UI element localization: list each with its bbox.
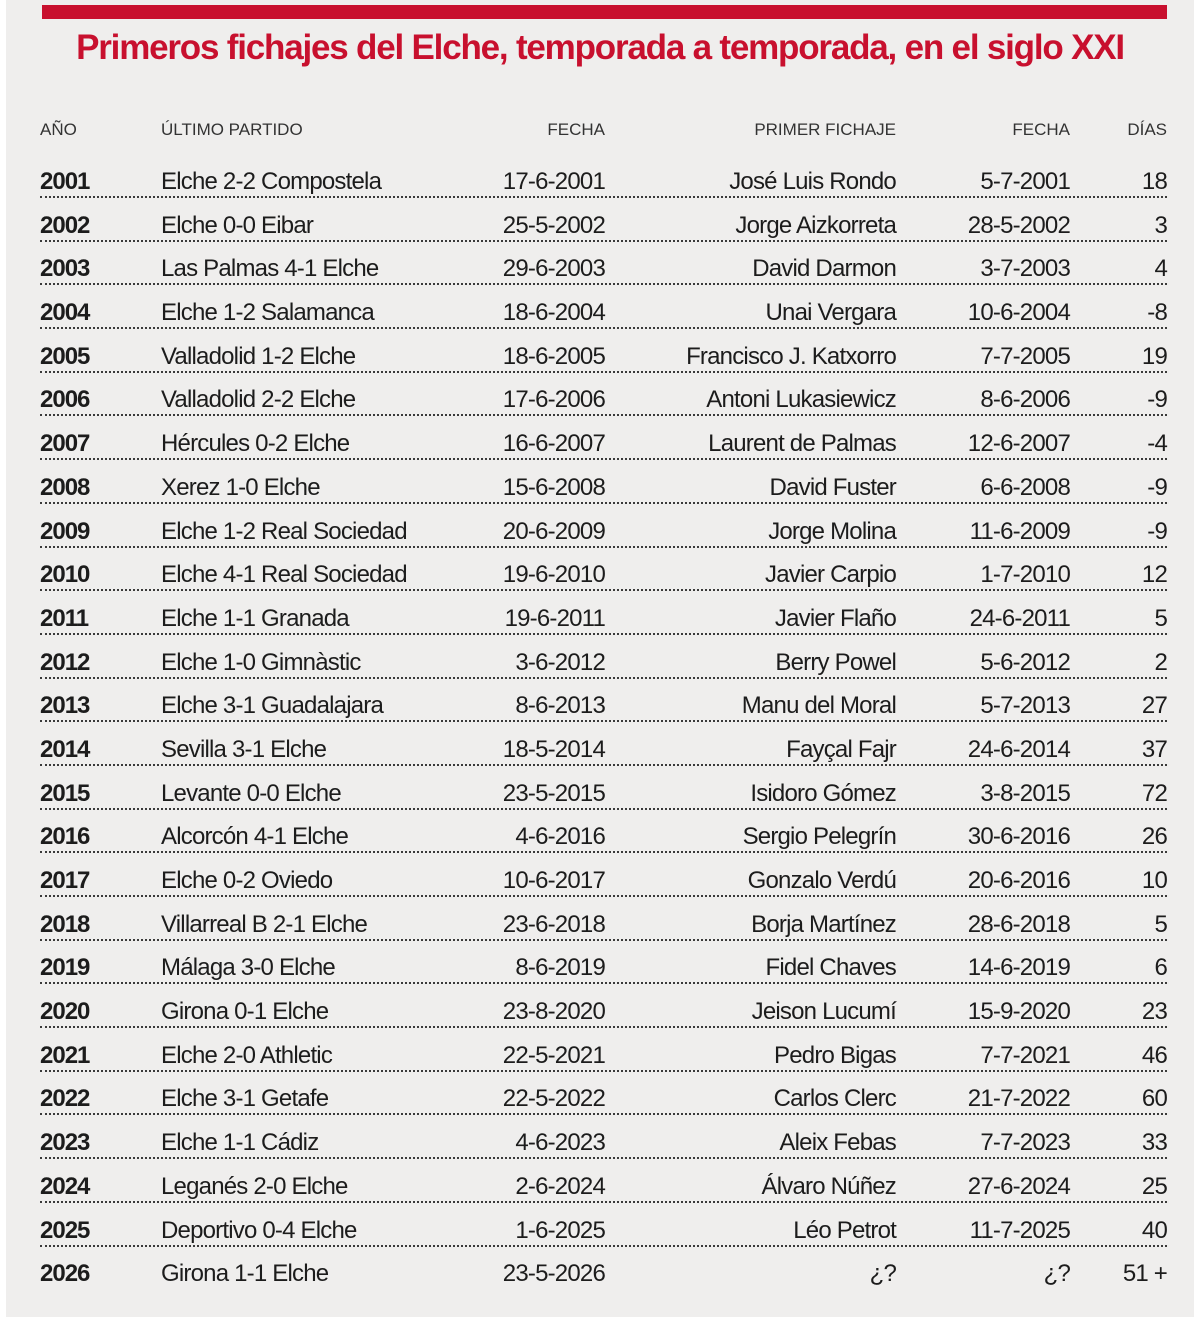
row-days: 46 (1141, 1041, 1167, 1069)
table-row (0, 817, 1200, 861)
row-last-match: Elche 3-1 Getafe (161, 1085, 329, 1113)
row-days: -9 (1147, 386, 1167, 414)
row-signing-date: 21-7-2022 (967, 1085, 1070, 1113)
table-row (0, 1254, 1200, 1298)
table-row (0, 249, 1200, 293)
row-days: 3 (1154, 211, 1167, 239)
row-signing-date: 20-6-2016 (967, 867, 1070, 894)
table-row (0, 599, 1200, 643)
row-signing-date: 5-7-2001 (980, 168, 1070, 195)
row-first-signing: Álvaro Núñez (761, 1172, 896, 1200)
row-days: 25 (1141, 1172, 1167, 1200)
row-last-match: Las Palmas 4-1 Elche (161, 255, 379, 283)
row-first-signing: Antoni Lukasiewicz (706, 386, 896, 414)
table-row (0, 686, 1200, 730)
table-row (0, 337, 1200, 381)
table-row (0, 861, 1200, 905)
row-last-match: Elche 1-1 Cádiz (161, 1129, 319, 1157)
row-days: 26 (1141, 823, 1167, 851)
row-signing-date: 11-7-2025 (969, 1216, 1070, 1244)
row-year: 2008 (40, 473, 90, 501)
row-last-match: Villarreal B 2-1 Elche (161, 910, 368, 938)
row-first-signing: Fidel Chaves (765, 954, 896, 982)
table-row (0, 643, 1200, 687)
row-year: 2011 (40, 604, 89, 632)
header-last-match: ÚLTIMO PARTIDO (161, 120, 303, 139)
table-row (0, 468, 1200, 512)
row-days: 51 + (1122, 1260, 1167, 1288)
table-row (0, 948, 1200, 992)
row-year: 2025 (40, 1216, 90, 1244)
row-signing-date: 5-6-2012 (980, 648, 1070, 676)
row-first-signing: Berry Powel (775, 648, 896, 676)
row-last-match: Elche 0-2 Oviedo (161, 867, 333, 894)
row-last-match: Levante 0-0 Elche (161, 779, 341, 807)
row-last-match: Deportivo 0-4 Elche (161, 1216, 357, 1244)
row-days: 5 (1154, 604, 1167, 632)
row-first-signing: Javier Carpio (765, 561, 896, 589)
row-first-signing: Gonzalo Verdú (747, 867, 896, 894)
row-year: 2018 (40, 910, 90, 938)
row-year: 2010 (40, 561, 90, 589)
row-days: 33 (1141, 1129, 1167, 1157)
row-last-match: Elche 1-2 Real Sociedad (161, 517, 407, 545)
table-row (0, 424, 1200, 468)
row-last-match: Elche 2-0 Athletic (161, 1041, 333, 1069)
row-days: 72 (1141, 779, 1167, 807)
table-row (0, 380, 1200, 424)
row-first-signing: Laurent de Palmas (708, 430, 896, 458)
row-signing-date: 7-7-2023 (980, 1129, 1070, 1157)
table-body (0, 162, 1200, 1298)
row-signing-date: 28-6-2018 (967, 910, 1070, 938)
row-match-date: 17-6-2001 (502, 168, 605, 195)
row-signing-date: 14-6-2019 (967, 954, 1070, 982)
row-days: -9 (1147, 473, 1167, 501)
row-signing-date: ¿? (1043, 1260, 1070, 1288)
table-row (0, 1211, 1200, 1255)
table-header (0, 120, 1200, 144)
row-match-date: 23-6-2018 (502, 910, 605, 938)
row-days: 40 (1141, 1216, 1167, 1244)
row-year: 2001 (40, 168, 90, 195)
row-year: 2020 (40, 998, 90, 1026)
row-match-date: 23-8-2020 (502, 998, 605, 1026)
row-last-match: Alcorcón 4-1 Elche (161, 823, 349, 851)
row-year: 2015 (40, 779, 90, 807)
table-row (0, 1079, 1200, 1123)
row-last-match: Elche 4-1 Real Sociedad (161, 561, 407, 589)
row-signing-date: 1-7-2010 (980, 561, 1070, 589)
row-first-signing: David Darmon (752, 255, 896, 283)
row-match-date: 4-6-2016 (515, 823, 605, 851)
row-signing-date: 10-6-2004 (967, 299, 1070, 327)
table-row (0, 905, 1200, 949)
row-days: 18 (1141, 168, 1167, 195)
row-signing-date: 7-7-2005 (980, 342, 1070, 370)
header-match-date: FECHA (547, 120, 605, 139)
table-row (0, 774, 1200, 818)
row-year: 2021 (40, 1041, 90, 1069)
header-year: AÑO (40, 120, 77, 139)
row-match-date: 23-5-2026 (502, 1260, 605, 1288)
row-last-match: Elche 2-2 Compostela (161, 168, 382, 195)
row-last-match: Leganés 2-0 Elche (161, 1172, 348, 1200)
row-days: 6 (1154, 954, 1167, 982)
table-row (0, 1167, 1200, 1211)
row-match-date: 1-6-2025 (515, 1216, 605, 1244)
row-signing-date: 7-7-2021 (980, 1041, 1070, 1069)
row-days: 4 (1154, 255, 1167, 283)
table-row (0, 162, 1200, 206)
row-first-signing: Isidoro Gómez (750, 779, 896, 807)
row-year: 2013 (40, 692, 90, 720)
row-last-match: Hércules 0-2 Elche (161, 430, 350, 458)
table-row (0, 206, 1200, 250)
row-signing-date: 27-6-2024 (967, 1172, 1070, 1200)
row-match-date: 16-6-2007 (502, 430, 605, 458)
row-first-signing: Manu del Moral (741, 692, 896, 720)
row-last-match: Xerez 1-0 Elche (161, 473, 320, 501)
row-match-date: 25-5-2002 (502, 211, 605, 239)
row-first-signing: Francisco J. Katxorro (686, 342, 896, 370)
row-year: 2006 (40, 386, 90, 414)
header-signing-date: FECHA (1012, 120, 1070, 139)
row-year: 2005 (40, 342, 90, 370)
row-days: -8 (1147, 299, 1167, 327)
row-first-signing: Javier Flaño (774, 604, 896, 632)
row-days: 5 (1154, 910, 1167, 938)
table-row (0, 730, 1200, 774)
row-match-date: 22-5-2022 (502, 1085, 605, 1113)
row-year: 2024 (40, 1172, 90, 1200)
row-match-date: 18-6-2004 (502, 299, 605, 327)
row-last-match: Girona 0-1 Elche (161, 998, 329, 1026)
row-signing-date: 3-8-2015 (980, 779, 1070, 807)
table-row (0, 992, 1200, 1036)
row-last-match: Elche 1-0 Gimnàstic (161, 648, 361, 676)
row-last-match: Valladolid 1-2 Elche (161, 342, 356, 370)
row-first-signing: Jorge Aizkorreta (735, 211, 896, 239)
row-match-date: 22-5-2021 (502, 1041, 605, 1069)
table-row (0, 293, 1200, 337)
row-signing-date: 24-6-2011 (969, 604, 1070, 632)
row-last-match: Sevilla 3-1 Elche (161, 735, 327, 763)
row-days: 27 (1141, 692, 1167, 720)
row-match-date: 3-6-2012 (515, 648, 605, 676)
row-last-match: Girona 1-1 Elche (161, 1260, 329, 1288)
header-first-signing: PRIMER FICHAJE (754, 120, 896, 139)
row-first-signing: David Fuster (769, 473, 896, 501)
row-first-signing: Pedro Bigas (774, 1041, 896, 1069)
row-year: 2019 (40, 954, 90, 982)
row-first-signing: ¿? (869, 1260, 896, 1288)
row-year: 2026 (40, 1260, 90, 1288)
row-first-signing: Léo Petrot (793, 1216, 896, 1244)
row-year: 2007 (40, 430, 90, 458)
row-match-date: 8-6-2019 (515, 954, 605, 982)
row-signing-date: 5-7-2013 (980, 692, 1070, 720)
row-year: 2023 (40, 1129, 90, 1157)
row-days: 37 (1141, 735, 1167, 763)
row-signing-date: 8-6-2006 (980, 386, 1070, 414)
table-row (0, 555, 1200, 599)
row-match-date: 18-6-2005 (502, 342, 605, 370)
row-first-signing: Jeison Lucumí (751, 998, 896, 1026)
row-year: 2003 (40, 255, 90, 283)
row-year: 2017 (40, 867, 90, 894)
row-signing-date: 15-9-2020 (967, 998, 1070, 1026)
header-days: DÍAS (1127, 120, 1167, 139)
row-year: 2009 (40, 517, 90, 545)
row-signing-date: 12-6-2007 (967, 430, 1070, 458)
row-match-date: 4-6-2023 (515, 1129, 605, 1157)
row-last-match: Elche 0-0 Eibar (161, 211, 314, 239)
row-last-match: Elche 1-1 Granada (161, 604, 349, 632)
row-days: 12 (1141, 561, 1167, 589)
row-days: 10 (1141, 867, 1167, 894)
row-last-match: Elche 3-1 Guadalajara (161, 692, 384, 720)
row-signing-date: 28-5-2002 (967, 211, 1070, 239)
table-row (0, 512, 1200, 556)
row-first-signing: Sergio Pelegrín (742, 823, 896, 851)
row-days: -4 (1147, 430, 1167, 458)
row-last-match: Málaga 3-0 Elche (161, 954, 335, 982)
row-last-match: Valladolid 2-2 Elche (161, 386, 356, 414)
row-days: 2 (1154, 648, 1167, 676)
row-first-signing: Carlos Clerc (773, 1085, 896, 1113)
row-year: 2012 (40, 648, 90, 676)
row-last-match: Elche 1-2 Salamanca (161, 299, 374, 327)
row-match-date: 2-6-2024 (515, 1172, 605, 1200)
row-signing-date: 30-6-2016 (967, 823, 1070, 851)
row-signing-date: 11-6-2009 (969, 517, 1070, 545)
row-match-date: 17-6-2006 (502, 386, 605, 414)
row-match-date: 20-6-2009 (502, 517, 605, 545)
row-year: 2002 (40, 211, 90, 239)
row-year: 2014 (40, 735, 90, 763)
row-match-date: 19-6-2011 (504, 604, 605, 632)
row-days: 23 (1141, 998, 1167, 1026)
row-match-date: 10-6-2017 (502, 867, 605, 894)
row-match-date: 29-6-2003 (502, 255, 605, 283)
row-signing-date: 24-6-2014 (967, 735, 1070, 763)
row-match-date: 8-6-2013 (515, 692, 605, 720)
row-match-date: 23-5-2015 (502, 779, 605, 807)
row-days: 19 (1141, 342, 1167, 370)
page-title: Primeros fichajes del Elche, temporada a temporada, en el siglo XXI (76, 28, 1124, 67)
row-first-signing: Borja Martínez (751, 910, 896, 938)
row-days: -9 (1147, 517, 1167, 545)
row-first-signing: José Luis Rondo (729, 168, 896, 195)
row-first-signing: Aleix Febas (779, 1129, 896, 1157)
row-match-date: 18-5-2014 (502, 735, 605, 763)
table-row (0, 1123, 1200, 1167)
row-year: 2016 (40, 823, 90, 851)
row-signing-date: 3-7-2003 (980, 255, 1070, 283)
accent-bar (42, 5, 1167, 19)
row-year: 2022 (40, 1085, 90, 1113)
row-match-date: 15-6-2008 (502, 473, 605, 501)
row-days: 60 (1141, 1085, 1167, 1113)
row-first-signing: Jorge Molina (768, 517, 896, 545)
row-first-signing: Fayçal Fajr (786, 735, 896, 763)
row-first-signing: Unai Vergara (765, 299, 896, 327)
row-signing-date: 6-6-2008 (980, 473, 1070, 501)
table-row (0, 1036, 1200, 1080)
row-year: 2004 (40, 299, 90, 327)
row-match-date: 19-6-2010 (502, 561, 605, 589)
